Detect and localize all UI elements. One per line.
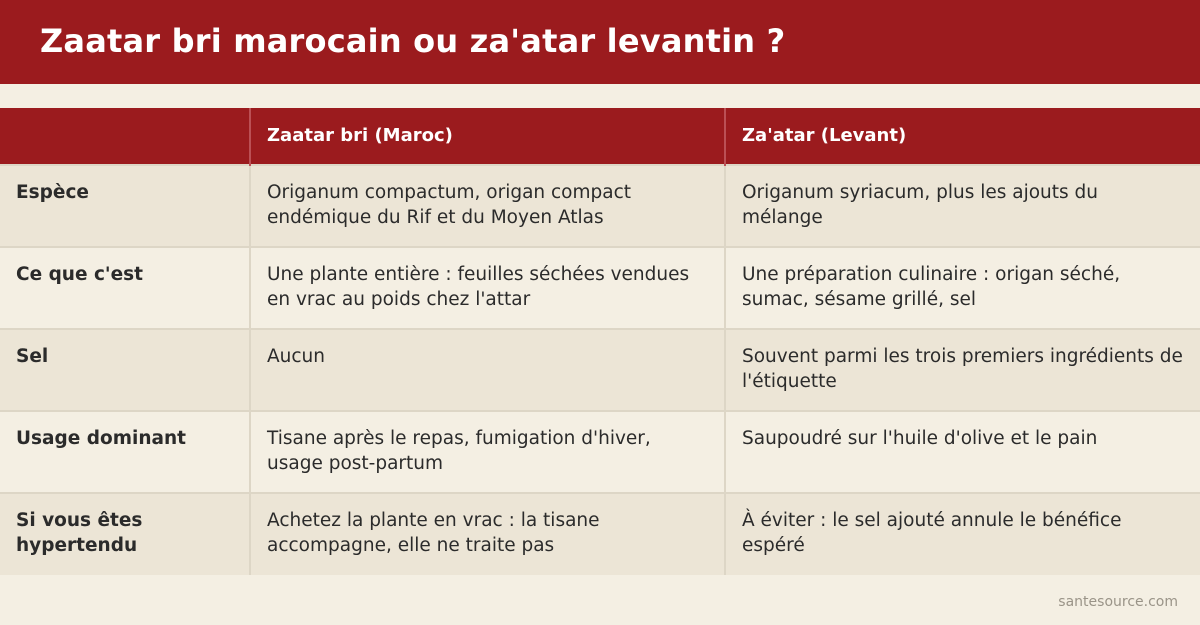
table-cell: Une préparation culinaire : origan séché, sumac, sésame grillé, sel: [725, 247, 1200, 329]
table-row: [0, 411, 1200, 493]
table-cell: Souvent parmi les trois premiers ingrédients de l'étiquette: [725, 329, 1200, 411]
table-cell: Tisane après le repas, fumigation d'hiver, usage post-partum: [250, 411, 725, 493]
table-row: [0, 165, 1200, 247]
row-label: Espèce: [0, 165, 250, 247]
row-label: Sel: [0, 329, 250, 411]
row-label: Ce que c'est: [0, 247, 250, 329]
header-cell-levant: Za'atar (Levant): [725, 108, 1200, 165]
table-row: [0, 493, 1200, 575]
row-label: Si vous êtes hypertendu: [0, 493, 250, 575]
table-cell: Achetez la plante en vrac : la tisane accompagne, elle ne traite pas: [250, 493, 725, 575]
title-banner: [0, 0, 1200, 84]
comparison-table: [0, 108, 1200, 575]
table-cell: Origanum compactum, origan compact endémique du Rif et du Moyen Atlas: [250, 165, 725, 247]
table-cell: À éviter : le sel ajouté annule le bénéfice espéré: [725, 493, 1200, 575]
table-cell: Saupoudré sur l'huile d'olive et le pain: [725, 411, 1200, 493]
table-cell: Aucun: [250, 329, 725, 411]
header-cell-empty: [0, 108, 250, 165]
page-title: Zaatar bri marocain ou za'atar levantin ?: [40, 22, 786, 60]
table-row: [0, 247, 1200, 329]
header-cell-maroc: Zaatar bri (Maroc): [250, 108, 725, 165]
source-credit: santesource.com: [1058, 594, 1178, 610]
table-cell: Origanum syriacum, plus les ajouts du mélange: [725, 165, 1200, 247]
table-header-row: [0, 108, 1200, 165]
table-cell: Une plante entière : feuilles séchées vendues en vrac au poids chez l'attar: [250, 247, 725, 329]
table-row: [0, 329, 1200, 411]
row-label: Usage dominant: [0, 411, 250, 493]
